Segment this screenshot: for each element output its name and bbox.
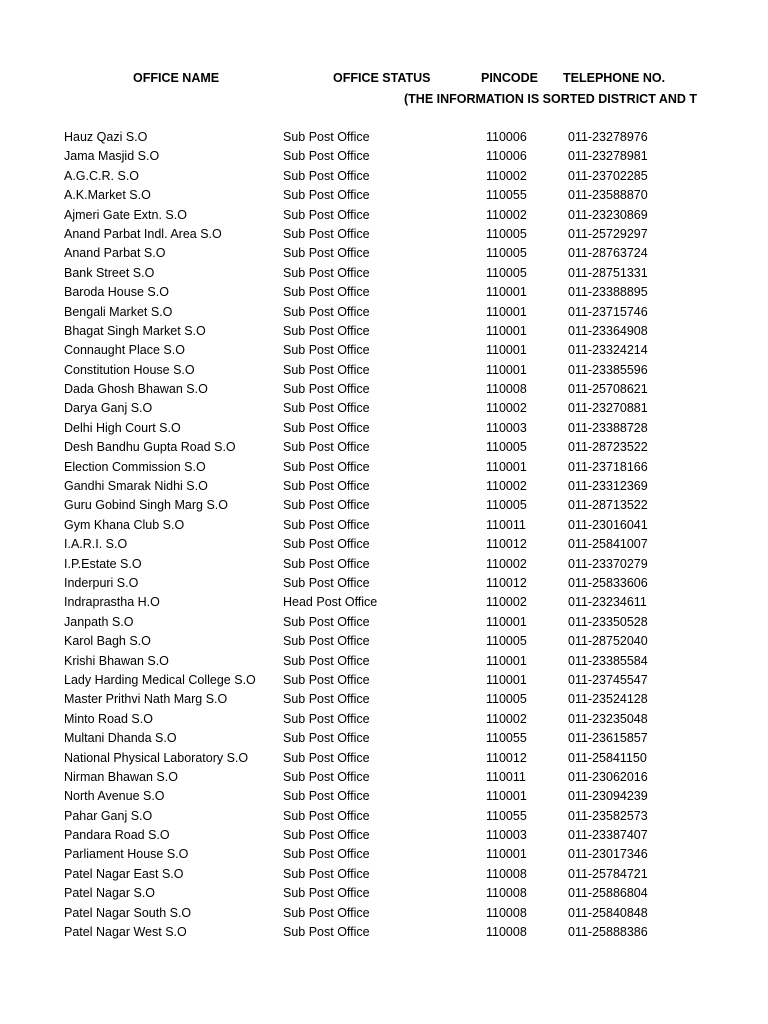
office-status-cell: Sub Post Office [283, 808, 370, 823]
telephone-cell: 011-23016041 [568, 517, 648, 532]
office-name-cell: Patel Nagar South S.O [64, 905, 192, 920]
telephone-cell: 011-25729297 [568, 226, 648, 241]
telephone-cell: 011-23350528 [568, 614, 648, 629]
office-name-cell: Pandara Road S.O [64, 828, 170, 843]
office-name-cell: Bank Street S.O [64, 265, 155, 280]
telephone-cell: 011-23702285 [568, 168, 648, 183]
office-name-cell: I.P.Estate S.O [64, 556, 142, 571]
telephone-cell: 011-23388895 [568, 285, 648, 300]
office-name-cell: Delhi High Court S.O [64, 420, 181, 435]
office-name-cell: Anand Parbat Indl. Area S.O [64, 226, 222, 241]
table-row [0, 710, 768, 729]
pincode-cell: 110005 [486, 634, 527, 649]
office-status-cell: Sub Post Office [283, 440, 370, 455]
table-row [0, 749, 768, 768]
office-name-cell: National Physical Laboratory S.O [64, 750, 249, 765]
table-row [0, 923, 768, 942]
pincode-cell: 110008 [486, 866, 527, 881]
telephone-cell: 011-23385584 [568, 653, 648, 668]
telephone-cell: 011-23234611 [568, 595, 647, 610]
pincode-cell: 110005 [486, 226, 527, 241]
pincode-cell: 110001 [486, 614, 527, 629]
telephone-cell: 011-25708621 [568, 382, 648, 397]
office-name-cell: Pahar Ganj S.O [64, 808, 153, 823]
table-row [0, 496, 768, 515]
pincode-cell: 110002 [486, 479, 527, 494]
telephone-cell: 011-25840848 [568, 905, 648, 920]
pincode-cell: 110002 [486, 168, 527, 183]
telephone-cell: 011-25886804 [568, 886, 648, 901]
table-row [0, 884, 768, 903]
office-status-cell: Sub Post Office [283, 420, 370, 435]
pincode-cell: 110002 [486, 556, 527, 571]
office-name-cell: Election Commission S.O [64, 459, 206, 474]
header-office-name: OFFICE NAME [133, 71, 220, 85]
table-row [0, 690, 768, 709]
telephone-cell: 011-23062016 [568, 769, 648, 784]
office-status-cell: Sub Post Office [283, 207, 370, 222]
telephone-cell: 011-28752040 [568, 634, 648, 649]
table-row [0, 186, 768, 205]
office-status-cell: Sub Post Office [283, 886, 370, 901]
pincode-cell: 110005 [486, 246, 527, 261]
office-name-cell: Hauz Qazi S.O [64, 130, 148, 144]
telephone-cell: 011-28723522 [568, 440, 648, 455]
office-name-cell: Lady Harding Medical College S.O [64, 672, 256, 687]
pincode-cell: 110001 [486, 323, 527, 338]
office-status-cell: Sub Post Office [283, 634, 370, 649]
office-name-cell: Jama Masjid S.O [64, 149, 160, 164]
telephone-cell: 011-23094239 [568, 789, 648, 804]
header-pincode: PINCODE [481, 71, 538, 85]
pincode-cell: 110005 [486, 498, 527, 513]
table-row [0, 535, 768, 554]
office-status-cell: Sub Post Office [283, 459, 370, 474]
office-name-cell: Master Prithvi Nath Marg S.O [64, 692, 228, 707]
pincode-cell: 110002 [486, 595, 527, 610]
office-status-cell: Sub Post Office [283, 246, 370, 261]
telephone-cell: 011-23718166 [568, 459, 648, 474]
office-name-cell: Multani Dhanda S.O [64, 731, 177, 746]
office-status-cell: Sub Post Office [283, 750, 370, 765]
pincode-cell: 110055 [486, 731, 527, 746]
telephone-cell: 011-23230869 [568, 207, 648, 222]
telephone-cell: 011-25784721 [568, 866, 648, 881]
pincode-cell: 110001 [486, 847, 527, 862]
pincode-cell: 110003 [486, 420, 527, 435]
office-status-cell: Sub Post Office [283, 304, 370, 319]
table-row [0, 303, 768, 322]
office-status-cell: Sub Post Office [283, 382, 370, 397]
office-status-cell: Sub Post Office [283, 362, 370, 377]
office-status-cell: Sub Post Office [283, 653, 370, 668]
telephone-cell: 011-25833606 [568, 575, 648, 590]
office-status-cell: Sub Post Office [283, 692, 370, 707]
pincode-cell: 110005 [486, 692, 527, 707]
office-name-cell: A.K.Market S.O [64, 188, 151, 203]
office-name-cell: Krishi Bhawan S.O [64, 653, 169, 668]
pincode-cell: 110001 [486, 343, 527, 358]
office-status-cell: Sub Post Office [283, 905, 370, 920]
table-row [0, 128, 768, 147]
office-name-cell: Inderpuri S.O [64, 575, 139, 590]
pincode-cell: 110003 [486, 828, 527, 843]
table-row [0, 477, 768, 496]
office-name-cell: Connaught Place S.O [64, 343, 185, 358]
office-status-cell: Sub Post Office [283, 168, 370, 183]
telephone-cell: 011-23278981 [568, 149, 648, 164]
pincode-cell: 110011 [486, 769, 526, 784]
office-status-cell: Sub Post Office [283, 401, 370, 416]
pincode-cell: 110012 [486, 575, 527, 590]
office-name-cell: I.A.R.I. S.O [64, 537, 128, 552]
telephone-cell: 011-23312369 [568, 479, 648, 494]
office-name-cell: Darya Ganj S.O [64, 401, 153, 416]
table-row [0, 826, 768, 845]
telephone-cell: 011-25841150 [568, 750, 647, 765]
table-row [0, 361, 768, 380]
office-status-cell: Sub Post Office [283, 556, 370, 571]
office-status-cell: Sub Post Office [283, 188, 370, 203]
telephone-cell: 011-23235048 [568, 711, 648, 726]
office-status-cell: Sub Post Office [283, 925, 370, 940]
table-row [0, 787, 768, 806]
office-status-cell: Sub Post Office [283, 343, 370, 358]
office-status-cell: Sub Post Office [283, 517, 370, 532]
pincode-cell: 110055 [486, 808, 527, 823]
table-row [0, 593, 768, 612]
office-name-cell: Karol Bagh S.O [64, 634, 151, 649]
office-name-cell: Indraprastha H.O [64, 595, 160, 610]
office-status-cell: Sub Post Office [283, 537, 370, 552]
telephone-cell: 011-23524128 [568, 692, 648, 707]
office-status-cell: Sub Post Office [283, 130, 370, 144]
pincode-cell: 110008 [486, 925, 527, 940]
pincode-cell: 110005 [486, 265, 527, 280]
office-status-cell: Sub Post Office [283, 149, 370, 164]
table-row [0, 147, 768, 166]
telephone-cell: 011-23582573 [568, 808, 648, 823]
telephone-cell: 011-23388728 [568, 420, 648, 435]
pincode-cell: 110008 [486, 905, 527, 920]
office-name-cell: Ajmeri Gate Extn. S.O [64, 207, 187, 222]
pincode-cell: 110001 [486, 304, 527, 319]
office-status-cell: Head Post Office [283, 595, 378, 610]
telephone-cell: 011-25841007 [568, 537, 648, 552]
pincode-cell: 110001 [486, 672, 527, 687]
table-row [0, 904, 768, 923]
pincode-cell: 110012 [486, 537, 527, 552]
pincode-cell: 110001 [486, 362, 527, 377]
office-name-cell: Guru Gobind Singh Marg S.O [64, 498, 228, 513]
office-status-cell: Sub Post Office [283, 575, 370, 590]
office-name-cell: Desh Bandhu Gupta Road S.O [64, 440, 236, 455]
table-row [0, 244, 768, 263]
table-row [0, 652, 768, 671]
table-row [0, 322, 768, 341]
office-name-cell: A.G.C.R. S.O [64, 168, 140, 183]
telephone-cell: 011-25888386 [568, 925, 648, 940]
header-telephone: TELEPHONE NO. [563, 71, 666, 85]
table-row [0, 399, 768, 418]
office-status-cell: Sub Post Office [283, 265, 370, 280]
office-name-cell: Minto Road S.O [64, 711, 153, 726]
telephone-cell: 011-23324214 [568, 343, 648, 358]
telephone-cell: 011-23270881 [568, 401, 648, 416]
office-name-cell: Janpath S.O [64, 614, 134, 629]
pincode-cell: 110001 [486, 789, 527, 804]
office-status-cell: Sub Post Office [283, 828, 370, 843]
office-name-cell: Dada Ghosh Bhawan S.O [64, 382, 208, 397]
sort-note: (THE INFORMATION IS SORTED DISTRICT AND T [404, 92, 698, 106]
table-row [0, 225, 768, 244]
pincode-cell: 110006 [486, 149, 527, 164]
table-row [0, 632, 768, 651]
office-status-cell: Sub Post Office [283, 731, 370, 746]
telephone-cell: 011-23385596 [568, 362, 648, 377]
pincode-cell: 110006 [486, 130, 527, 144]
office-status-cell: Sub Post Office [283, 285, 370, 300]
office-name-cell: Gandhi Smarak Nidhi S.O [64, 479, 208, 494]
table-row [0, 671, 768, 690]
office-status-cell: Sub Post Office [283, 672, 370, 687]
pincode-cell: 110008 [486, 382, 527, 397]
office-status-cell: Sub Post Office [283, 479, 370, 494]
pincode-cell: 110012 [486, 750, 527, 765]
pincode-cell: 110002 [486, 207, 527, 222]
office-status-cell: Sub Post Office [283, 866, 370, 881]
table-row [0, 419, 768, 438]
table-row [0, 865, 768, 884]
office-name-cell: Patel Nagar East S.O [64, 866, 184, 881]
pincode-cell: 110001 [486, 459, 527, 474]
office-name-cell: Baroda House S.O [64, 285, 169, 300]
table-row [0, 613, 768, 632]
office-name-cell: Anand Parbat S.O [64, 246, 166, 261]
telephone-cell: 011-23370279 [568, 556, 648, 571]
table-row [0, 516, 768, 535]
office-name-cell: Constitution House S.O [64, 362, 195, 377]
office-name-cell: Bhagat Singh Market S.O [64, 323, 206, 338]
telephone-cell: 011-23387407 [568, 828, 648, 843]
table-row [0, 574, 768, 593]
office-status-cell: Sub Post Office [283, 847, 370, 862]
telephone-cell: 011-28763724 [568, 246, 648, 261]
office-name-cell: Bengali Market S.O [64, 304, 173, 319]
office-status-cell: Sub Post Office [283, 769, 370, 784]
office-status-cell: Sub Post Office [283, 323, 370, 338]
table-row [0, 206, 768, 225]
telephone-cell: 011-23278976 [568, 130, 648, 144]
office-status-cell: Sub Post Office [283, 498, 370, 513]
table-row [0, 807, 768, 826]
telephone-cell: 011-23615857 [568, 731, 648, 746]
table-row [0, 167, 768, 186]
table-row [0, 438, 768, 457]
table-row [0, 768, 768, 787]
telephone-cell: 011-23364908 [568, 323, 648, 338]
header-office-status: OFFICE STATUS [333, 71, 431, 85]
telephone-cell: 011-23588870 [568, 188, 648, 203]
table-row [0, 380, 768, 399]
telephone-cell: 011-23745547 [568, 672, 648, 687]
telephone-cell: 011-28751331 [568, 265, 648, 280]
office-status-cell: Sub Post Office [283, 711, 370, 726]
office-name-cell: North Avenue S.O [64, 789, 165, 804]
table-row [0, 555, 768, 574]
pincode-cell: 110002 [486, 711, 527, 726]
office-name-cell: Patel Nagar West S.O [64, 925, 187, 940]
pincode-cell: 110011 [486, 517, 526, 532]
telephone-cell: 011-28713522 [568, 498, 648, 513]
pincode-cell: 110008 [486, 886, 527, 901]
table-row [0, 729, 768, 748]
office-name-cell: Parliament House S.O [64, 847, 189, 862]
pincode-cell: 110001 [486, 653, 527, 668]
pincode-cell: 110005 [486, 440, 527, 455]
table-row [0, 341, 768, 360]
pincode-cell: 110001 [486, 285, 527, 300]
table-row [0, 845, 768, 864]
table-row [0, 264, 768, 283]
office-status-cell: Sub Post Office [283, 789, 370, 804]
table-row [0, 283, 768, 302]
pincode-cell: 110002 [486, 401, 527, 416]
telephone-cell: 011-23017346 [568, 847, 648, 862]
table-row [0, 458, 768, 477]
pincode-cell: 110055 [486, 188, 527, 203]
office-status-cell: Sub Post Office [283, 614, 370, 629]
office-table [0, 128, 768, 942]
telephone-cell: 011-23715746 [568, 304, 648, 319]
office-name-cell: Patel Nagar S.O [64, 886, 156, 901]
office-name-cell: Nirman Bhawan S.O [64, 769, 178, 784]
office-status-cell: Sub Post Office [283, 226, 370, 241]
office-name-cell: Gym Khana Club S.O [64, 517, 185, 532]
